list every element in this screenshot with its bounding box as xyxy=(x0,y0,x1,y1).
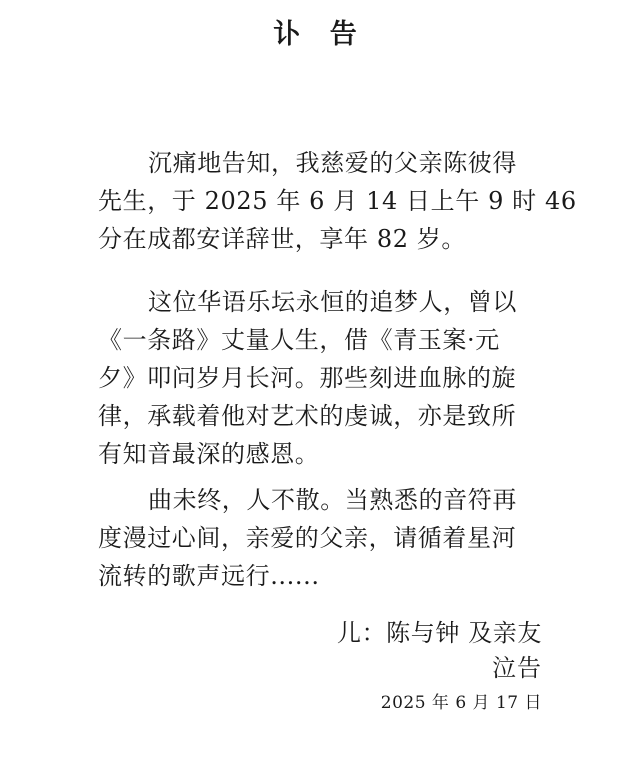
signature-date: 2025 年 6 月 17 日 xyxy=(380,693,542,713)
paragraph-line: 分在成都安详辞世，享年 82 岁。 xyxy=(98,225,466,253)
signature-closing: 泣告 xyxy=(492,654,542,682)
paragraph-line: 沉痛地告知，我慈爱的父亲陈彼得 xyxy=(148,149,517,177)
paragraph-line: 度漫过心间，亲爱的父亲，请循着星河 xyxy=(98,524,517,552)
paragraph-line: 有知音最深的感恩。 xyxy=(98,440,320,468)
paragraph-line: 先生，于 2025 年 6 月 14 日上午 9 时 46 xyxy=(98,187,577,215)
signature-family: 儿：陈与钟 及亲友 xyxy=(336,619,542,647)
paragraph-line: 夕》叩问岁月长河。那些刻进血脉的旋 xyxy=(98,364,517,392)
paragraph-line: 这位华语乐坛永恒的追梦人，曾以 xyxy=(148,288,517,316)
paragraph-tribute xyxy=(98,283,558,473)
paragraph-farewell xyxy=(98,481,558,595)
paragraph-line: 律，承载着他对艺术的虔诚，亦是致所 xyxy=(98,402,517,430)
page-title: 讣 告 xyxy=(273,19,367,50)
paragraph-line: 流转的歌声远行...... xyxy=(98,562,320,590)
paragraph-line: 《一条路》丈量人生，借《青玉案·元 xyxy=(98,326,500,354)
paragraph-announcement xyxy=(98,144,577,258)
paragraph-line: 曲未终，人不散。当熟悉的音符再 xyxy=(148,486,517,514)
